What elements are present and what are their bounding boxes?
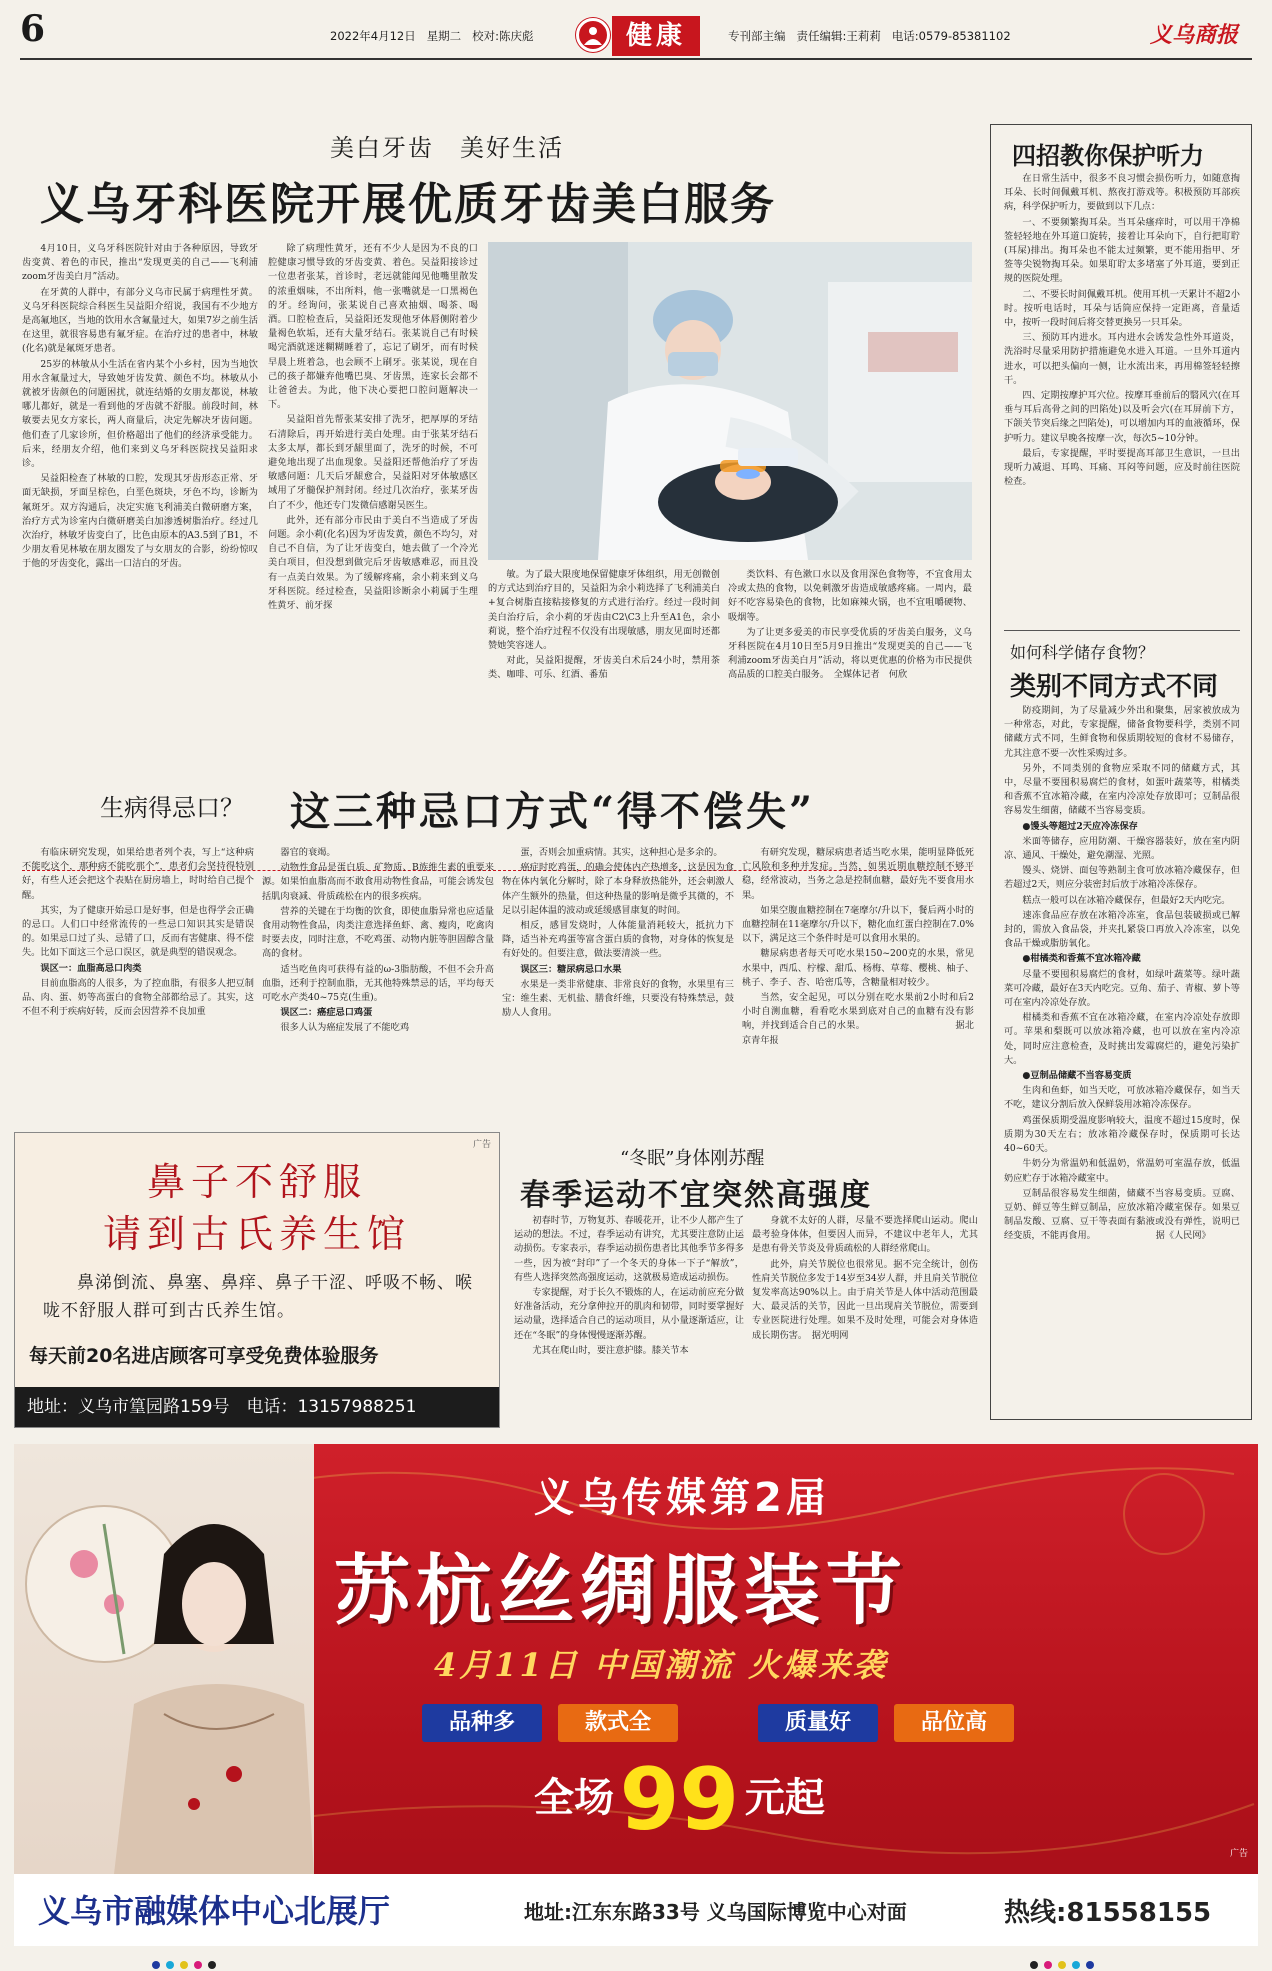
- venue-name: 义乌市融媒体中心北展厅: [38, 1892, 391, 1930]
- exercise-col-1: 初春时节，万物复苏、春暖花开，让不少人都产生了运动的想法。不过，春季运动有讲究，尤其要注意防止运动损伤。专家表示，春季运动损伤患者比其他季节多得多一些，因为被“封印”了一个冬天的身体一下子“解放”，有些人选择突然高强度运动，这就极易造成运动损伤。 专家提醒，对于长久不锻炼的人，在运动前应充分做好准备活动，充分拿伸拉开的肌肉和韧带，同时要掌握好运动量，选择适合自己的运动项目，从小量逐渐适应，让还在“冬眠”的身体慢慢逐渐苏醒。 尤其在爬山时，要注意护膝。膝关节本: [514, 1215, 744, 1356]
- exercise-col-2: 身就不太好的人群，尽量不要选择爬山运动。爬山最考验身体体，但要因人而异，不建议中老年人，尤其是患有骨关节炎及骨质疏松的人群经常爬山。 此外，肩关节脱位也很常见。据不完全统计，创伤性肩关节脱位多发于14岁至34岁人群，并且肩关节脱位复发率高达90%以上。由于肩关节是人体中活动范围最大、最灵活的关节，因此一旦出现肩关节脱位，需要到专业医院进行处理。如果不及时处理，可能会对身体造成长期伤害。 据光明网: [752, 1215, 978, 1341]
- duty-editor: 责任编辑:王莉莉: [796, 29, 881, 43]
- feature-pill-3: 质量好: [758, 1704, 878, 1742]
- lead-col-3: 敏。为了最大限度地保留健康牙体组织，用无创微创的方式达到治疗目的，吴益阳为余小莉选择了飞利浦美白+复合树脂直接粘接修复的方式进行治疗。经过一段时间美白治疗后，余小莉的牙齿由C2\C3上升至A1色，余小莉说，整个治疗过程不仅没有出现敏感，朋友见面时还都赞她笑容迷人。 对此，吴益阳提醒，牙齿美白术后24小时，禁用茶类、咖啡、可乐、红酒、番茄: [488, 569, 720, 681]
- price-number: 99: [619, 1750, 740, 1850]
- festival-title: 苏杭丝绸服装节: [334, 1546, 908, 1635]
- diet-col-1: 有临床研究发现，如果给患者列个表，写上“这种病不能吃这个，那种病不能吃那个”，患者们会坚持得特别好，有些人还会把这个表贴在厨房墙上，时时给自己提个醒。 其实，为了健康开始忌口是好事，但是也得学会正确的忌口。人们口中经常流传的一些忌口知识其实是错误的。如果忌口过了头、忌错了口，反而有害健康、得不偿失。比如下面这三个忌口误区，就是典型的错误观念。 误区一：血脂高忌口肉类 目前血脂高的人很多，为了控血脂，有很多人把豆制品、肉、蛋、奶等高蛋白的食物全部都给忌了。其实，这不但不利于疾病好转，反而会因营养不良加重: [22, 847, 254, 1018]
- nose-ad-address: 地址：义乌市篁园路159号 电话：13157988251: [15, 1387, 499, 1427]
- lead-title: 义乌牙科医院开展优质牙齿美白服务: [40, 179, 776, 230]
- lead-col-1: 4月10日，义乌牙科医院针对由于各种原因，导致牙齿变黄、着色的市民，推出“发现更美的自己——飞利浦zoom牙齿美白月”活动。 在牙黄的人群中，有部分义乌市民属于病理性牙黄。义乌牙科医院综合科医生吴益阳介绍说，我国有不少地方是高氟地区，当地的饮用水含氟量过大，如果7岁之前生活在这里，就很容易患有氟牙症。在治疗过的患者中，林敏(化名)就是氟斑牙患者。 25岁的林敏从小生活在省内某个小乡村，因为当地饮用水含氟量过大，导致她牙齿发黄、颜色不均。林敏从小就被牙齿颜色的问题困扰，就连结婚的女朋友都说，林敏哪儿都好，就是一看到他的牙齿就不舒服。前段时间，林敏要去见女方家长，两人商量后，决定先解决牙齿问题。他们查了几家诊所，但价格超出了他们的经济承受能力。后来，经朋友介绍，他们来到义乌牙科医院找吴益阳求诊。 吴益阳检查了林敏的口腔，发现其牙齿形态正常、牙面无缺损，牙面呈棕色，白垩色斑块，牙色不均，诊断为氟斑牙。双方沟通后，决定实施飞利浦美白微研磨方案，治疗方式为诊室内白微研磨美白加渗透树脂治疗。经过几次治疗，林敏牙齿变白了，比色由原本的A3.5到了B1，不少朋友看见林敏在朋友圈发了与女朋友的合影，纷纷惊叹于他的牙齿变化，露出一口洁白的牙齿。: [22, 243, 258, 570]
- hearing-body: 在日常生活中，很多不良习惯会损伤听力，如随意掏耳朵、长时间佩戴耳机、熬夜打游戏等。积极预防耳部疾病，科学保护听力，要做到以下几点： 一、不要频繁掏耳朵。当耳朵瘙痒时，可以用干净棉签轻轻地在外耳道口旋转，接着让耳朵向下，自行把耵聍(耳屎)排出。掏耳朵也不能太过频繁，更不能用指甲、牙签等尖锐物掏耳朵。如果耵聍太多堵塞了外耳道，要到正规的医院处理。 二、不要长时间佩戴耳机。使用耳机一天累计不超2小时。按听电话时，耳朵与话筒应保持一定距离，音量适中，按听一段时间后将交替更换另一只耳朵。 三、预防耳内进水。耳内进水会诱发急性外耳道炎，洗浴时尽量采用防护措施避免水进入耳道。一旦外耳道内进水，可以把头偏向一侧，让水流出来，再用棉签轻轻擦干。 四、定期按摩护耳穴位。按摩耳垂前后的翳风穴(在耳垂与耳后高骨之间的凹陷处)以及听会穴(在耳屏前下方，下颌关节突后缘之凹陷处)，可以增加内耳的血液循环，保护听力。建议早晚各按摩一次，每次5~10分钟。 最后，专家提醒，平时要提高耳部卫生意识，一旦出现听力减退、耳鸣、耳痛、耳闷等问题，应及时前往医院检查。: [1004, 173, 1240, 488]
- nose-ad-tag: 广告: [472, 1140, 491, 1150]
- nose-ad-body: 鼻涕倒流、鼻塞、鼻痒、鼻子干涩、呼吸不畅、喉咙不舒服人群可到古氏养生馆。: [43, 1273, 473, 1321]
- header-meta-right: [728, 28, 1011, 44]
- food-body: 防疫期间，为了尽量减少外出和聚集，居家被放成为一种常态，对此，专家提醒，储备食物要科学，类别不同储藏方式不同，生鲜食物和保质期较短的食材不易储存，尤其注意不要一次性采购过多。 另外，不同类别的食物应采取不同的储藏方式，其中，尽量不要囤积易腐烂的食材，如蛋叶蔬菜等，柑橘类和香蕉不宜冰箱冷藏，在室内冷凉处存放即可；豆制品很容易发生细菌，储藏不当容易变质。 ●馒头等超过2天应冷冻保存 米面等储存，应用防潮、干燥容器装好，放在室内阴凉、通风、干燥处，避免潮湿、光照。 馒头、烧饼、面包等熟制主食可放冰箱冷藏保存，但若超过2天，则应分装密封后放于冰箱冷冻保存。 糕点一般可以在冰箱冷藏保存，但最好2天内吃完。 速冻食品应存放在冰箱冷冻室，食品包装破损或已解封的，需放入食品袋，并夹扎紧袋口再放入冷冻室，以免食品干燥或脂肪氧化。 ●柑橘类和香蕉不宜冰箱冷藏 尽量不要囤积易腐烂的食材，如绿叶蔬菜等。绿叶蔬菜可冷藏，最好在3天内吃完。豆角、茄子、青椒、萝卜等可在室内冷凉处存放。 柑橘类和香蕉不宜在冰箱冷藏，在室内冷凉处存放即可。苹果和梨既可以放冰箱冷藏，也可以放在室内冷凉处，同时应注意检查，及时挑出发霉腐烂的，避免污染扩大。 ●豆制品储藏不当容易变质 生肉和鱼虾，如当天吃，可放冰箱冷藏保存，如当天不吃，建议分割后放入保鲜袋用冰箱冷冻保存。 鸡蛋保质期受温度影响较大，温度不超过15度时，保质期为30天左右；放冰箱冷藏保存时，保质期可长达40~60天。 牛奶分为常温奶和低温奶，常温奶可室温存放，低温奶应贮存于冰箱冷藏室中。 豆制品很容易发生细菌，储藏不当容易变质。豆腐、豆奶、鲜豆等生鲜豆制品，应放冰箱冷藏室保存。如果豆制品发酸、豆腐、豆干等表面有黏液或没有弹性，说明已经变质，不能再食用。 据《人民网》: [1004, 705, 1240, 1242]
- hearing-title: 四招教你保护听力: [1012, 141, 1204, 170]
- header-meta-left: [330, 28, 534, 44]
- price-prefix: 全场: [534, 1775, 614, 1821]
- diet-title: 这三种忌口方式“得不偿失”: [290, 788, 816, 835]
- venue-hotline: 热线:81558155: [1004, 1898, 1212, 1928]
- feature-pill-4: 品位高: [894, 1704, 1014, 1742]
- nose-ad: [14, 1132, 500, 1428]
- lead-kicker: 美白牙齿 美好生活: [330, 134, 564, 162]
- proofreader: 校对:陈庆彪: [472, 29, 534, 43]
- price-suffix: 元起: [744, 1775, 825, 1821]
- festival-date-line: 4月11日 中国潮流 火爆来袭: [434, 1646, 889, 1684]
- editor-phone: 电话:0579-85381102: [891, 29, 1011, 43]
- exercise-title: 春季运动不宜突然高强度: [520, 1178, 872, 1213]
- nose-ad-offer: 每天前20名进店顾客可享受免费体验服务: [29, 1345, 379, 1367]
- food-kicker: 如何科学储存食物？: [1010, 643, 1155, 662]
- feature-pill-2: 款式全: [558, 1704, 678, 1742]
- section-title: 健康: [612, 16, 700, 56]
- venue-address: 地址:江东东路33号 义乌国际博览中心对面: [524, 1900, 907, 1924]
- diet-kicker: 生病得忌口？: [100, 794, 244, 822]
- ad-footer-bar: [14, 1874, 1258, 1946]
- section-logo-icon: [576, 18, 610, 52]
- price-line: [534, 1750, 825, 1850]
- ad-tag: 广告: [1229, 1849, 1248, 1859]
- exercise-kicker: “冬眠”身体刚苏醒: [620, 1148, 765, 1169]
- sidebar-divider: [1004, 630, 1240, 631]
- lead-col-2: 除了病理性黄牙，还有不少人是因为不良的口腔健康习惯导致的牙齿变黄、着色。吴益阳接诊过一位患者张某，首诊时，老远就能闻见他嘴里散发的浓重烟味，不出所料，他一张嘴就是一口黑褐色的牙。经询问，张某说自己喜欢抽烟、喝茶、喝酒。口腔检查后，吴益阳还发现他牙体唇侧附着少量褐色软垢，还有大量牙结石。张某说自己有时候喝完酒就迷迷糊糊睡着了，忘记了刷牙，而有时候早晨上班着急，也会顾不上刷牙。张某说，现在自己的孩子都嫌弃他嘴巴臭、牙齿黑，连家长会都不让爸爸去。为此，他下决心要把口腔问题解决一下。 吴益阳首先帮张某安排了洗牙，把厚厚的牙结石清除后，再开始进行美白处理。由于张某牙结石太多太厚，都长到牙龈里面了，洗牙的时候，不可避免地出现了出血现象。吴益阳还帮他治疗了牙齿敏感问题：几天后牙龈愈合，吴益阳对牙体敏感区域用了牙髓保护剂封闭。经过几次治疗，张某牙齿白了不少，他还专门发微信感谢吴医生。 此外，还有部分市民由于美白不当造成了牙齿问题。余小莉(化名)因为牙齿发黄，颜色不均匀，对自己不自信，为了让牙齿变白，她去做了一个冷光美白项目，但没想到做完后牙齿敏感难忍，而且没有一点美白效果。为了缓解疼痛，余小莉来到义乌牙科医院。经过检查，吴益阳诊断余小莉属于生理性黄牙、前牙探: [268, 243, 478, 612]
- color-registration-marks-right: [1030, 1954, 1100, 1971]
- food-title: 类别不同方式不同: [1010, 672, 1219, 702]
- header-rule: [20, 58, 1252, 60]
- color-registration-marks-left: [152, 1954, 222, 1971]
- editor-label: 专刊部主编: [728, 29, 786, 43]
- paper-logo: 义乌商报: [1150, 22, 1239, 48]
- feature-pill-1: 品种多: [422, 1704, 542, 1742]
- diet-col-2: 器官的衰竭。 动物性食品是蛋白质、矿物质、B族维生素的重要来源。如果怕血脂高而不敢食用动物性食品，可能会诱发包括肌肉衰减、骨质疏松在内的很多疾病。 营养的关键在于均衡的饮食，即使血脂异常也应适量食用动物性食品，肉类注意选择鱼虾、禽、瘦肉，吃禽肉时要去皮，同时注意，不吃鸡蛋、动物内脏等胆固醇含量高的食材。 适当吃鱼肉可获得有益的ω-3脂肪酸，不但不会升高血脂，还利于控制血脂，无其他特殊禁忌的话，平均每天可吃水产类40~75克(生重)。 误区二：癌症忌口鸡蛋 很多人认为癌症发展了不能吃鸡: [262, 847, 494, 1034]
- issue-weekday: 星期二: [426, 29, 462, 43]
- issue-date: 2022年4月12日: [330, 29, 416, 43]
- diet-col-4: 有研究发现，糖尿病患者适当吃水果，能明显降低死亡风险和多种并发症。当然，如果近期血糖控制不够平稳，经常波动，当务之急是控制血糖，最好先不要食用水果。 如果空腹血糖控制在7毫摩尔/升以下，餐后两小时的血糖控制在11毫摩尔/升以下，糖化血红蛋白控制在7.0%以下，满足这三个条件时是可以食用水果的。 糖尿病患者每天可吃水果150~200克的水果，常见水果中，西瓜、柠檬、甜瓜、杨梅、草莓、樱桃、柚子、桃子、李子、杏、哈密瓜等，含糖量相对较少。 当然，安全起见，可以分别在吃水果前2小时和后2小时自测血糖，看看吃水果到底对自己的血糖有没有影响，并找到适合自己的水果。 据北京青年报: [742, 847, 974, 1046]
- nose-ad-headline-1: 鼻子不舒服: [146, 1160, 367, 1204]
- model-illustration: [14, 1444, 314, 1874]
- dentist-photo: [488, 242, 972, 560]
- festival-subtitle: 义乌传媒第2届: [534, 1475, 830, 1521]
- silk-festival-ad: [14, 1444, 1258, 1946]
- page-number: 6: [20, 8, 46, 50]
- nose-ad-headline-2: 请到古氏养生馆: [102, 1212, 411, 1256]
- lead-col-4: 类饮料、有色漱口水以及食用深色食物等，不宜食用太冷或太热的食物，以免刺激牙齿造成敏感疼痛。一周内，最好不吃容易染色的食物，比如麻辣火锅，也不宜咀嚼硬物、吸烟等。 为了让更多爱美的市民享受优质的牙齿美白服务，义乌牙科医院在4月10日至5月9日推出“发现更美的自己——飞利浦zoom牙齿美白月”活动，将以更优惠的价格为市民提供高品质的口腔美白服务。 全媒体记者 何欣: [728, 569, 972, 681]
- diet-col-3: 蛋，否则会加重病情。其实，这种担心是多余的。 癌症时吃鸡蛋，的确会使体内产热增多，这是因为食物在体内氧化分解时，除了本身释放热能外，还会刺激人体产生额外的热量，但这种热量的影响是微乎其微的，不足以引起体温的波动或延缓感冒康复的时间。 相反，感冒发烧时，人体能量消耗较大，抵抗力下降，适当补充鸡蛋等富含蛋白质的食物，对身体的恢复是有好处的。但要注意，做法要清淡一些。 误区三：糖尿病忌口水果 水果是一类非常健康、非常良好的食物，水果里有三宝：维生素、无机盐、膳食纤维，只要没有特殊禁忌，鼓励人人食用。: [502, 847, 734, 1019]
